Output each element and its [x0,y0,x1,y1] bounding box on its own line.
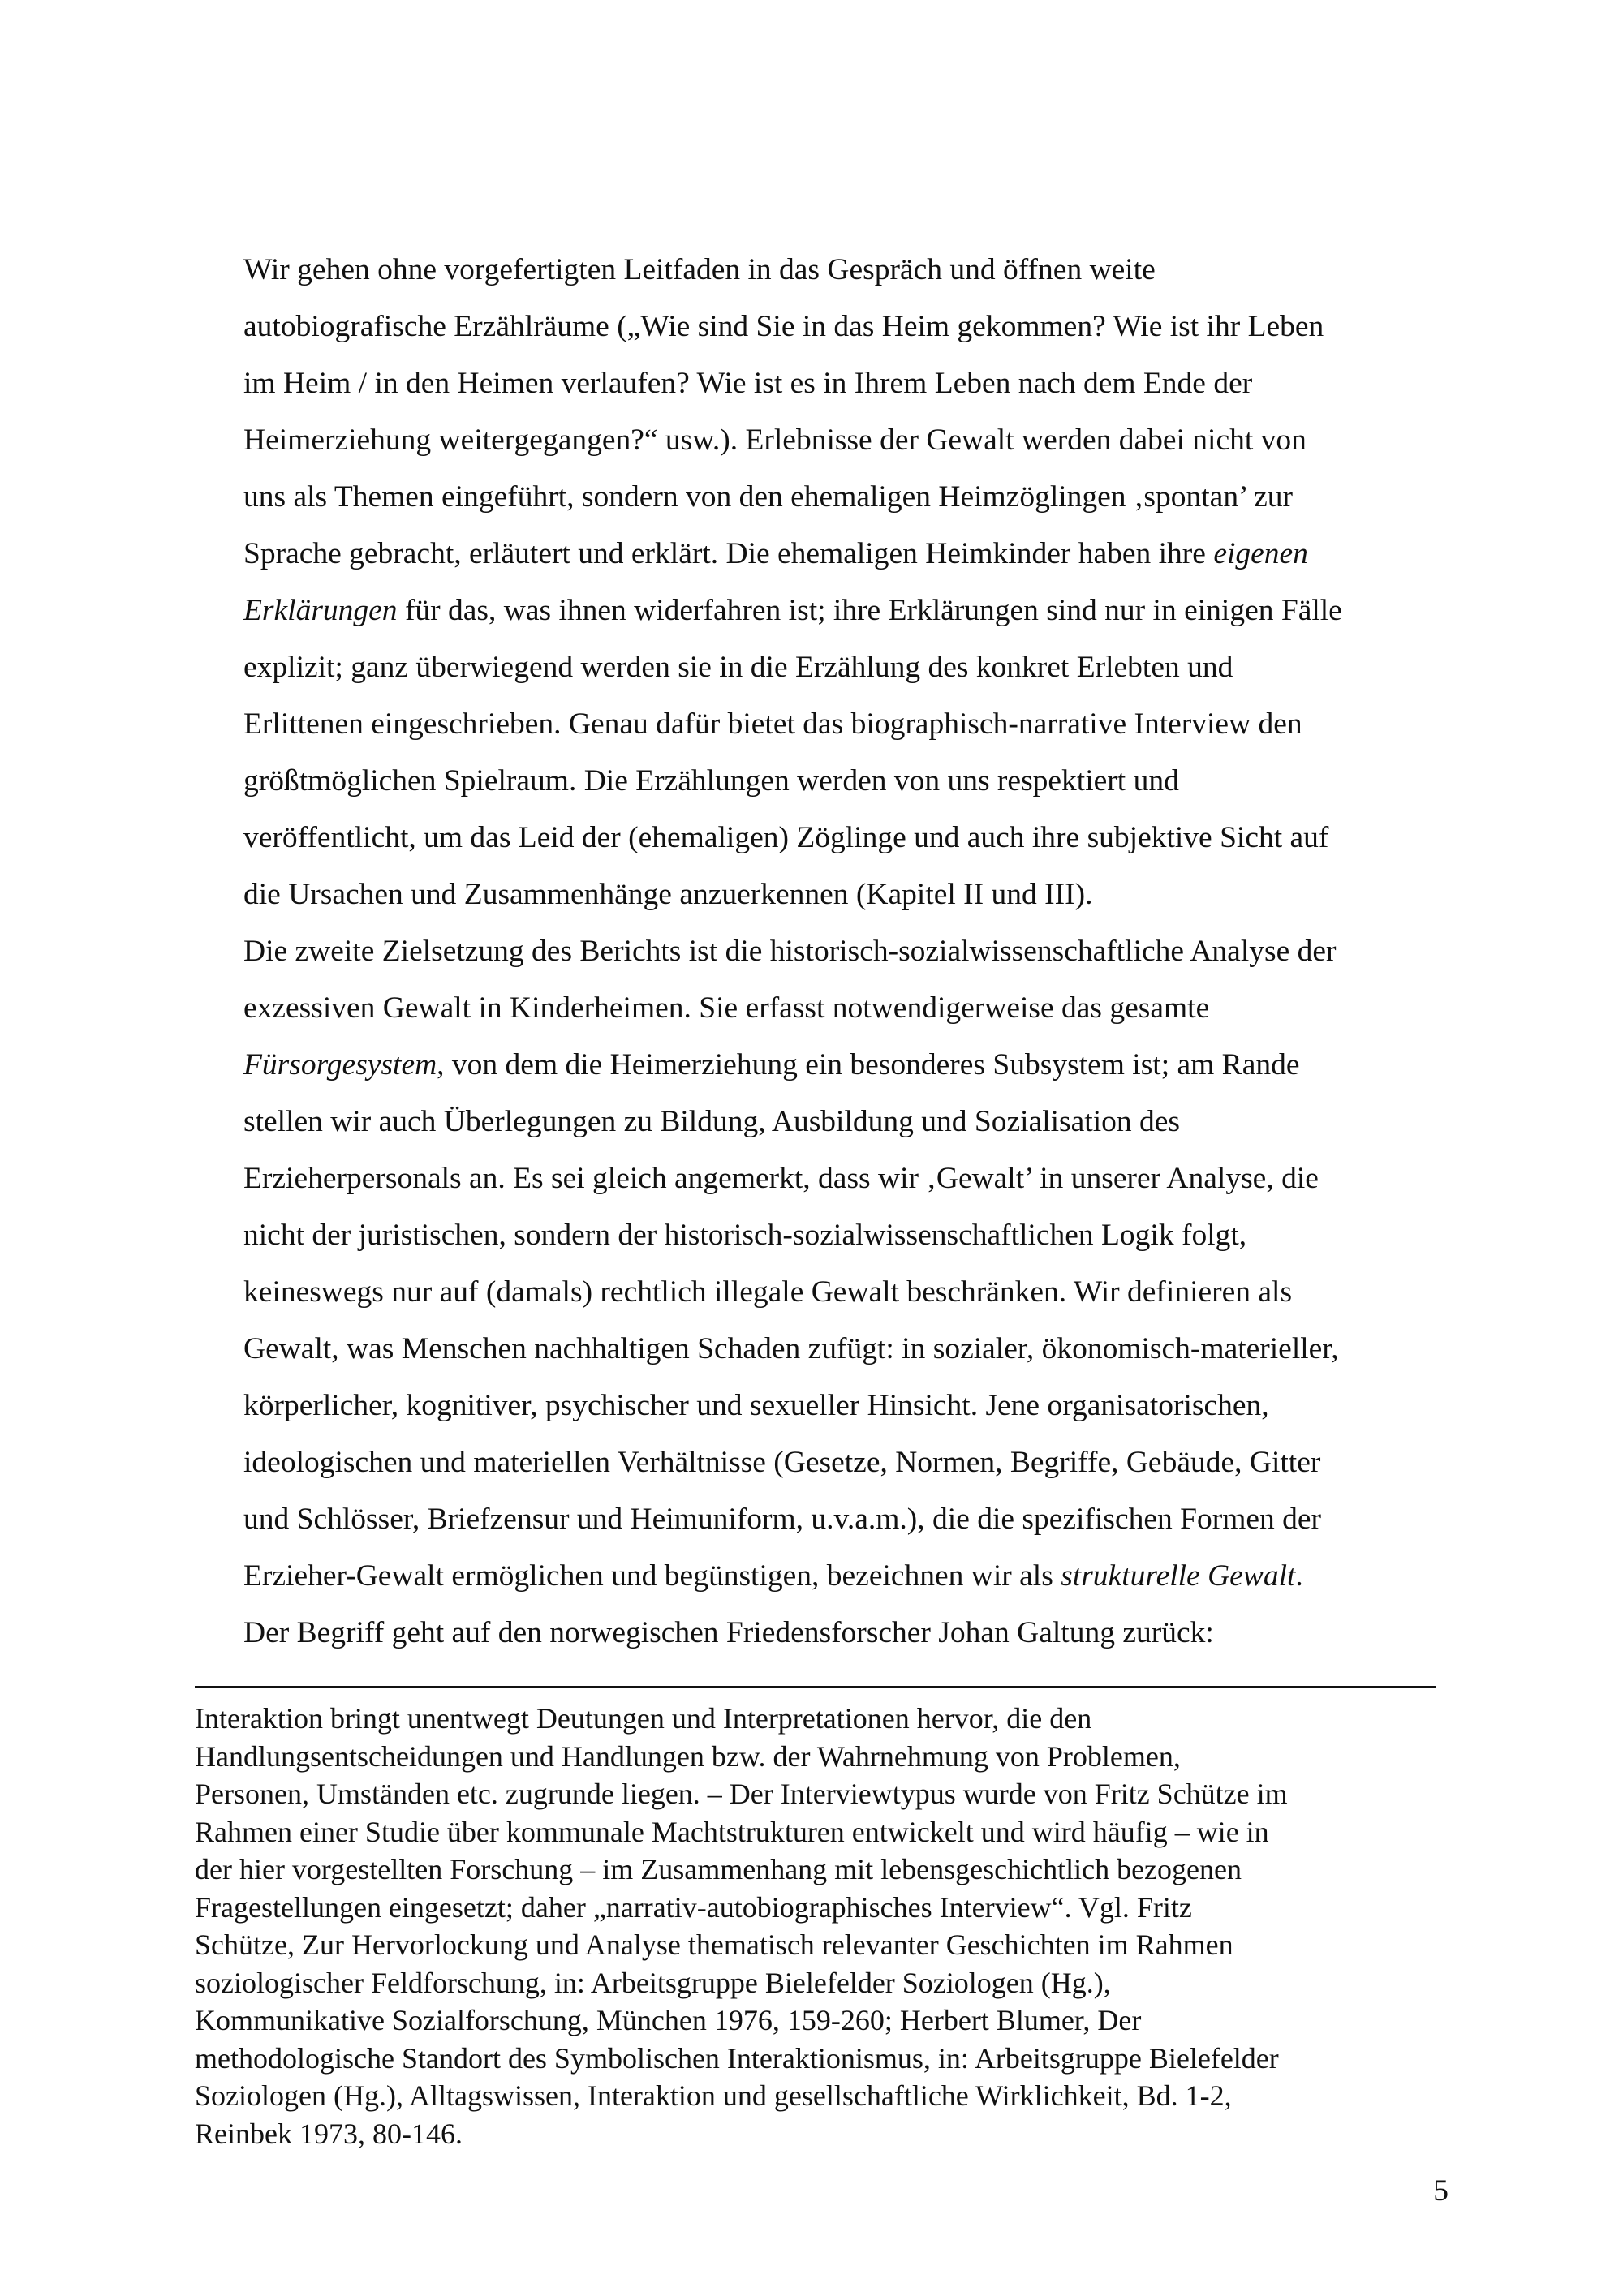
body-line: veröffentlicht, um das Leid der (ehemaligen) Zöglinge und auch ihre subjektive Sicht auf [243,821,1329,854]
body-line: Die zweite Zielsetzung des Berichts ist die historisch-sozialwissenschaftliche Analyse der [243,935,1337,968]
emphasis-eigenen: eigenen [1213,537,1308,570]
body-line: Der Begriff geht auf den norwegischen Friedensforscher Johan Galtung zurück: [243,1616,1214,1649]
body-text-segment: , von dem die Heimerziehung ein besonderes Subsystem ist; am Rande [437,1048,1300,1081]
body-text-segment: Sprache gebracht, erläutert und erklärt. Die ehemaligen Heimkinder haben ihre [243,537,1214,570]
body-line: stellen wir auch Überlegungen zu Bildung, Ausbildung und Sozialisation des [243,1105,1180,1138]
body-line: die Ursachen und Zusammenhänge anzuerkennen (Kapitel II und III). [243,878,1093,911]
body-text [243,242,1436,1662]
body-text-segment: . [1295,1559,1303,1593]
footnote-line: Interaktion bringt unentwegt Deutungen und Interpretationen hervor, die den [195,1702,1092,1735]
page-number: 5 [1433,2174,1449,2208]
body-line: Heimerziehung weitergegangen?“ usw.). Erlebnisse der Gewalt werden dabei nicht von [243,424,1307,457]
footnote-line: Fragestellungen eingesetzt; daher „narrativ-autobiographisches Interview“. Vgl. Fritz [195,1890,1192,1924]
emphasis-fuersorgesystem: Fürsorgesystem [243,1048,437,1081]
body-line: Erlittenen eingeschrieben. Genau dafür bietet das biographisch-narrative Interview den [243,707,1302,741]
footnote-line: Reinbek 1973, 80-146. [195,2117,463,2150]
body-text-segment: Erzieher-Gewalt ermöglichen und begünstigen, bezeichnen wir als [243,1559,1061,1593]
body-line [243,1548,1436,1605]
body-line: im Heim / in den Heimen verlaufen? Wie ist es in Ihrem Leben nach dem Ende der [243,367,1253,400]
body-line: körperlicher, kognitiver, psychischer und sexueller Hinsicht. Jene organisatorischen, [243,1389,1269,1422]
body-line: ideologischen und materiellen Verhältnisse (Gesetze, Normen, Begriffe, Gebäude, Gitter [243,1446,1321,1479]
footnote [195,1700,1461,2152]
footnote-line: der hier vorgestellten Forschung – im Zusammenhang mit lebensgeschichtlich bezogenen [195,1853,1242,1885]
body-line [243,526,1436,583]
body-line: größtmöglichen Spielraum. Die Erzählungen werden von uns respektiert und [243,764,1179,798]
body-line: autobiografische Erzählräume („Wie sind Sie in das Heim gekommen? Wie ist ihr Leben [243,310,1324,343]
body-line [243,583,1436,639]
emphasis-strukturelle-gewalt: strukturelle Gewalt [1061,1559,1296,1593]
body-line: und Schlösser, Briefzensur und Heimuniform, u.v.a.m.), die die spezifischen Formen der [243,1503,1322,1536]
footnote-line: Schütze, Zur Hervorlockung und Analyse thematisch relevanter Geschichten im Rahmen [195,1928,1233,1961]
body-line: uns als Themen eingeführt, sondern von den ehemaligen Heimzöglingen ‚spontan’ zur [243,480,1294,514]
footnote-line: Rahmen einer Studie über kommunale Machtstrukturen entwickelt und wird häufig – wie in [195,1815,1269,1848]
footnote-line: Handlungsentscheidungen und Handlungen bzw. der Wahrnehmung von Problemen, [195,1739,1181,1773]
body-line: Gewalt, was Menschen nachhaltigen Schaden zufügt: in sozialer, ökonomisch-materieller, [243,1332,1339,1365]
footnote-line: Soziologen (Hg.), Alltagswissen, Interaktion und gesellschaftliche Wirklichkeit, Bd. 1-2, [195,2079,1232,2112]
footnote-separator [195,1686,1436,1688]
footnote-line: Personen, Umständen etc. zugrunde liegen. – Der Interviewtypus wurde von Fritz Schütze im [195,1778,1288,1810]
footnote-line: Kommunikative Sozialforschung, München 1976, 159-260; Herbert Blumer, Der [195,2004,1142,2036]
body-line [243,1037,1436,1094]
footnote-line: soziologischer Feldforschung, in: Arbeitsgruppe Bielefelder Soziologen (Hg.), [195,1966,1111,1999]
footnote-line: methodologische Standort des Symbolischen Interaktionismus, in: Arbeitsgruppe Bielefelder [195,2041,1279,2075]
body-text-segment: für das, was ihnen widerfahren ist; ihre Erklärungen sind nur in einigen Fälle [397,594,1342,627]
body-line: Wir gehen ohne vorgefertigten Leitfaden in das Gespräch und öffnen weite [243,253,1156,286]
emphasis-erklaerungen: Erklärungen [243,594,398,627]
body-line: exzessiven Gewalt in Kinderheimen. Sie erfasst notwendigerweise das gesamte [243,991,1210,1025]
body-line: nicht der juristischen, sondern der historisch-sozialwissenschaftlichen Logik folgt, [243,1219,1247,1252]
body-line: explizit; ganz überwiegend werden sie in die Erzählung des konkret Erlebten und [243,651,1233,684]
body-line: keineswegs nur auf (damals) rechtlich illegale Gewalt beschränken. Wir definieren als [243,1275,1293,1309]
body-line: Erzieherpersonals an. Es sei gleich angemerkt, dass wir ‚Gewalt’ in unserer Analyse, die [243,1162,1319,1195]
